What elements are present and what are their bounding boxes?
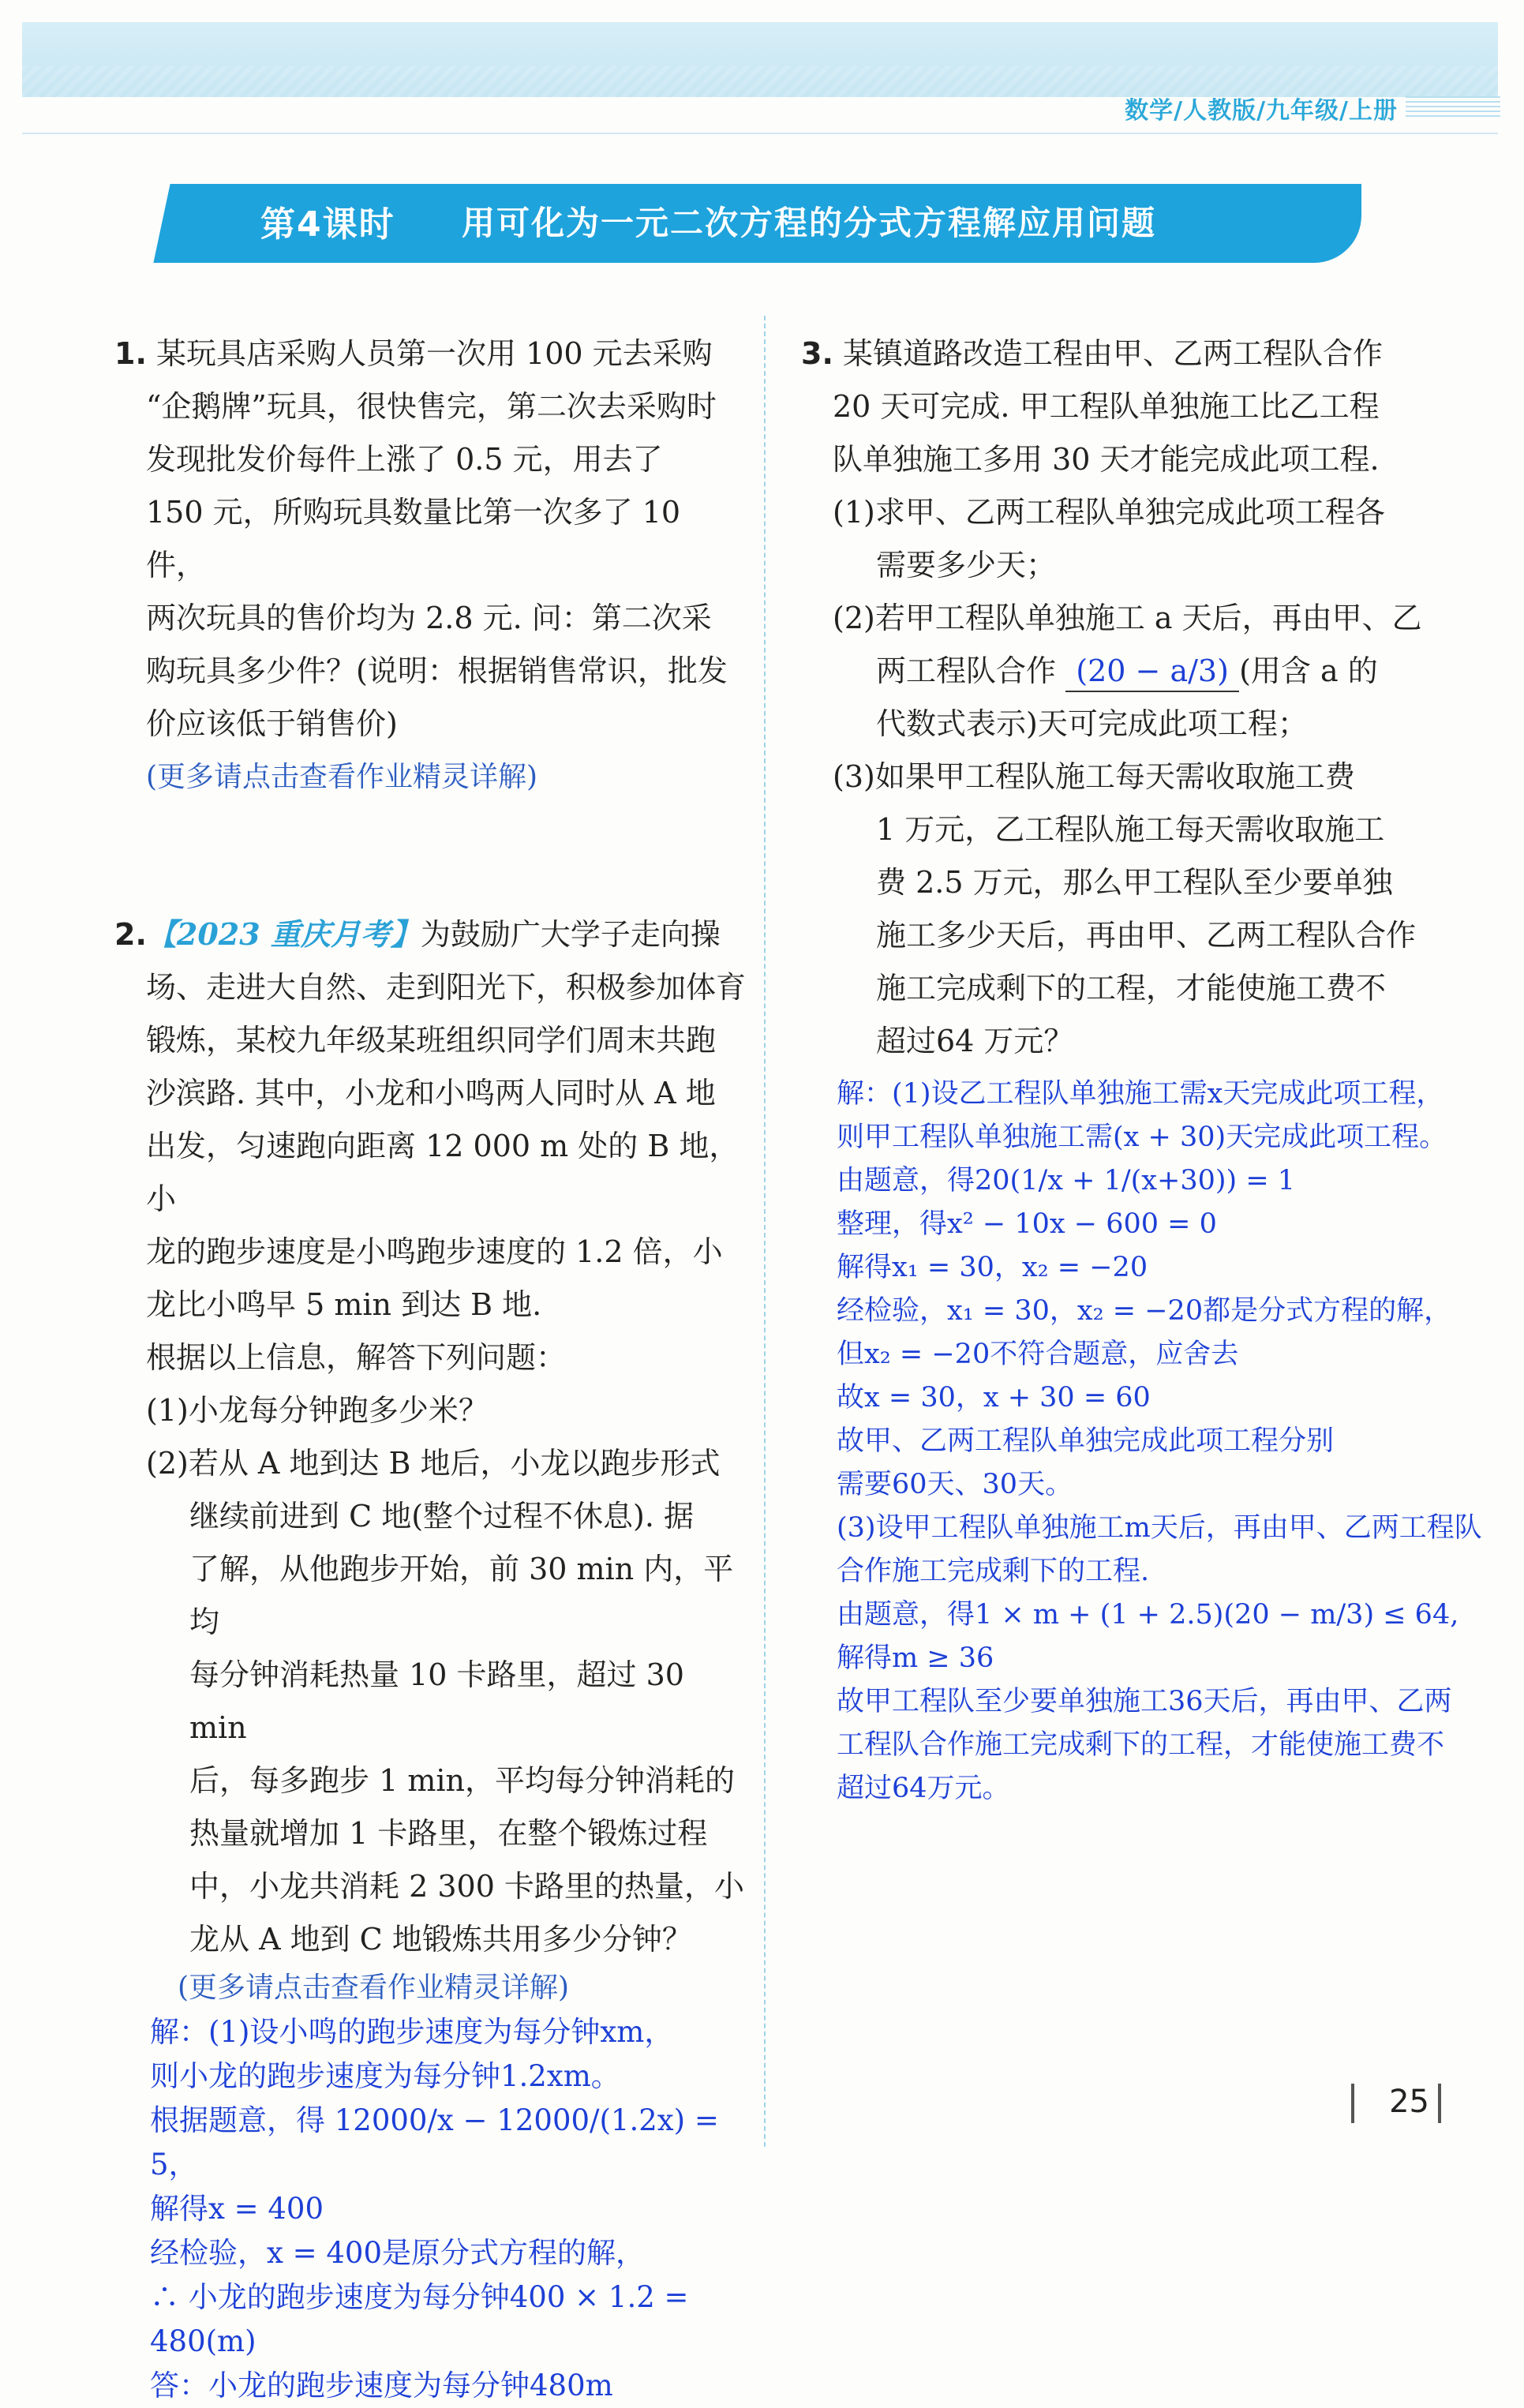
q2-part-2-line: 后，每多跑步 1 min，平均每分钟消耗的 (189, 1763, 735, 1798)
lesson-title: 用可化为一元二次方程的分式方程解应用问题 (462, 204, 1157, 242)
q3-part-1-line: 需要多少天； (876, 548, 1057, 582)
lesson-number: 第4课时 (260, 204, 395, 245)
q2-line: 龙比小鸣早 5 min 到达 B 地. (146, 1287, 542, 1322)
subject-label: 数学/人教版/九年级/上册 (1125, 97, 1398, 125)
answer-line: 故甲、乙两工程队单独完成此项工程分别 (837, 1425, 1335, 1457)
answer-line: ∴ 小龙的跑步速度为每分钟400 × 1.2 = 480(m) (150, 2280, 689, 2358)
page-number: 25 (1389, 2084, 1429, 2120)
answer-line: 需要60天、30天。 (837, 1469, 1073, 1500)
page-number-bar-left (1351, 2084, 1354, 2123)
answer-line: 答：小龙的跑步速度为每分钟480m (150, 2369, 613, 2402)
q2-part-2-line: 热量就增加 1 卡路里，在整个锻炼过程 (189, 1816, 708, 1851)
q3-part-2-line: 代数式表示)天可完成此项工程； (876, 706, 1308, 741)
answer-line: 合作施工完成剩下的工程. (837, 1556, 1150, 1587)
q2-line: 场、走进大自然、走到阳光下，积极参加体育 (146, 970, 747, 1005)
q3-line: 某镇道路改造工程由甲、乙两工程队合作 (842, 336, 1383, 371)
q2-answer (114, 2010, 746, 2408)
column-divider (764, 316, 766, 2147)
answer-line: 经检验，x₁ = 30，x₂ = −20都是分式方程的解， (837, 1295, 1452, 1327)
answer-line: 解得x = 400 (150, 2192, 324, 2226)
answer-line: 则小龙的跑步速度为每分钟1.2xm。 (150, 2059, 620, 2093)
q3-answer-blank: (20 − a/3) (1065, 651, 1239, 692)
q3-part-3: (3)如果甲工程队施工每天需收取施工费 (833, 759, 1355, 794)
answer-line: 经检验，x = 400是原分式方程的解， (150, 2236, 646, 2270)
answer-line: 故x = 30，x + 30 = 60 (837, 1382, 1151, 1414)
q1-line: “企鹅牌”玩具，很快售完，第二次去采购时 (146, 389, 717, 424)
header-line (22, 133, 1498, 134)
q3-answer (801, 1068, 1496, 1811)
q3-part-3-line: 超过64 万元？ (876, 1024, 1074, 1058)
q2-part-2: (2)若从 A 地到达 B 地后，小龙以跑步形式 (146, 1446, 721, 1481)
q3-part-3-line: 1 万元，乙工程队施工每天需收取施工 (876, 812, 1385, 847)
question-number: 3. (801, 336, 833, 371)
answer-line: 解：(1)设乙工程队单独施工需x天完成此项工程， (837, 1078, 1444, 1110)
q2-line: 龙的跑步速度是小鸣跑步速度的 1.2 倍，小 (146, 1234, 723, 1269)
more-details-link[interactable]: (更多请点击查看作业精灵详解) (178, 1972, 570, 2004)
q1-line: 150 元，所购玩具数量比第一次多了 10 件， (146, 495, 681, 582)
q2-part-2-line: 中，小龙共消耗 2 300 卡路里的热量，小 (189, 1869, 744, 1904)
q2-line: 沙滨路. 其中，小龙和小鸣两人同时从 A 地 (146, 1076, 716, 1110)
q1-line: 某玩具店采购人员第一次用 100 元去采购 (155, 336, 713, 371)
question-1 (114, 328, 746, 803)
q1-line: 两次玩具的售价均为 2.8 元. 问：第二次采 (146, 601, 712, 635)
q1-line: 购玩具多少件？(说明：根据销售常识，批发 (146, 653, 728, 688)
q2-part-1: (1)小龙每分钟跑多少米？ (146, 1393, 489, 1428)
q2-part-2-line: 龙从 A 地到 C 地锻炼共用多少分钟？ (189, 1922, 692, 1957)
q3-part-3-line: 施工多少天后，再由甲、乙两工程队合作 (876, 918, 1417, 953)
q3-part-3-line: 施工完成剩下的工程，才能使施工费不 (876, 971, 1387, 1006)
answer-line: 解：(1)设小鸣的跑步速度为每分钟xm， (150, 2015, 674, 2049)
q3-part-3-line: 费 2.5 万元，那么甲工程队至少要单独 (876, 865, 1393, 900)
q3-line: 队单独施工多用 30 天才能完成此项工程. (833, 442, 1380, 477)
answer-line: 解得m ≥ 36 (837, 1642, 994, 1674)
answer-line: 则甲工程队单独施工需(x + 30)天完成此项工程。 (837, 1122, 1447, 1153)
question-2 (114, 908, 746, 2408)
answer-line: 超过64万元。 (837, 1773, 1010, 1804)
q1-line: 价应该低于销售价) (146, 706, 398, 741)
answer-line: 工程队合作施工完成剩下的工程，才能使施工费不 (837, 1729, 1445, 1761)
question-source: 【2023 重庆月考】 (146, 916, 421, 952)
q2-line: 根据以上信息，解答下列问题： (146, 1340, 567, 1375)
answer-line: 整理，得x² − 10x − 600 = 0 (837, 1208, 1217, 1240)
header-decoration (1406, 96, 1500, 118)
answer-line: 根据题意，得 12000/x − 12000/(1.2x) = 5， (150, 2103, 719, 2181)
question-number: 1. (114, 336, 147, 371)
q2-part-2-line: 继续前进到 C 地(整个过程不休息). 据 (189, 1499, 695, 1534)
page-number-bar-right (1438, 2084, 1441, 2123)
answer-line: 由题意，得1 × m + (1 + 2.5)(20 − m/3) ≤ 64, (837, 1599, 1459, 1631)
q1-line: 发现批发价每件上涨了 0.5 元，用去了 (146, 442, 663, 477)
answer-line: 但x₂ = −20不符合题意，应舍去 (837, 1339, 1239, 1370)
q3-part-2-text: (用含 a 的 (1239, 653, 1378, 688)
answer-line: 解得x₁ = 30，x₂ = −20 (837, 1252, 1148, 1283)
q2-line: 出发，匀速跑向距离 12 000 m 处的 B 地，小 (146, 1129, 740, 1216)
q2-line: 为鼓励广大学子走向操 (420, 917, 721, 952)
more-details-link[interactable]: (更多请点击查看作业精灵详解) (146, 761, 538, 793)
q2-line: 锻炼，某校九年级某班组织同学们周末共跑 (146, 1023, 717, 1058)
answer-line: 由题意，得20(1/x + 1/(x+30)) = 1 (837, 1165, 1296, 1197)
q3-line: 20 天可完成. 甲工程队单独施工比乙工程 (833, 389, 1380, 424)
question-number: 2. (114, 917, 147, 952)
answer-line: 故甲工程队至少要单独施工36天后，再由甲、乙两 (837, 1686, 1452, 1717)
question-3 (801, 328, 1496, 1811)
header-band (22, 22, 1498, 97)
q3-part-2-line (801, 645, 1496, 698)
q3-part-1: (1)求甲、乙两工程队单独完成此项工程各 (833, 495, 1385, 530)
answer-line: (3)设甲工程队单独施工m天后，再由甲、乙两工程队 (837, 1512, 1482, 1544)
q2-part-2-line: 每分钟消耗热量 10 卡路里，超过 30 min (189, 1657, 684, 1745)
q2-part-2-line: 了解，从他跑步开始，前 30 min 内，平均 (189, 1552, 734, 1639)
q3-part-2: (2)若甲工程队单独施工 a 天后，再由甲、乙 (833, 601, 1422, 635)
q3-part-2-text: 两工程队合作 (876, 653, 1057, 688)
